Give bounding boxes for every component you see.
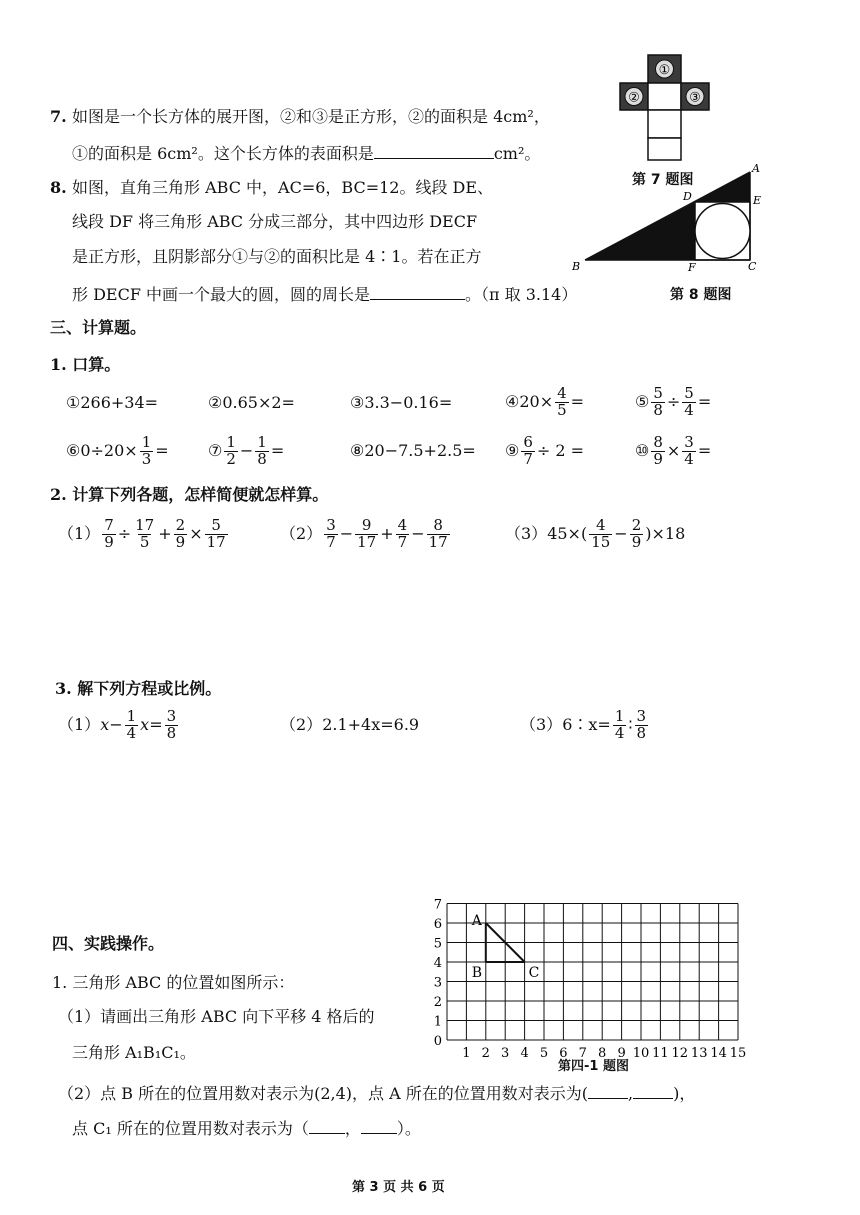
oral-calc-9: ⑨ $\frac{6}{7}$ ÷ 2 = bbox=[505, 433, 585, 468]
x-tick-label: 2 bbox=[481, 1046, 490, 1061]
q8-point-A: A bbox=[752, 162, 760, 175]
y-tick-label: 5 bbox=[433, 936, 442, 952]
grid-caption: 第四-1 题图 bbox=[558, 1059, 629, 1074]
point-c1-x-blank[interactable] bbox=[309, 1117, 345, 1134]
x-tick-label: 6 bbox=[559, 1046, 568, 1061]
q7-net-figure bbox=[610, 52, 720, 164]
q8-line4-text: 形 DECF 中画一个最大的圆，圆的周长是 bbox=[72, 285, 371, 304]
q8-caption: 第 8 题图 bbox=[670, 287, 732, 303]
equation-3: （3）6∶x= $\frac{1}{4}$ ∶ $\frac{3}{8}$ bbox=[520, 707, 647, 742]
grid-point-B: B bbox=[471, 965, 483, 981]
y-tick-label: 2 bbox=[433, 995, 442, 1010]
x-tick-label: 11 bbox=[652, 1046, 669, 1061]
sec4-q1-line2: （1）请画出三角形 ABC 向下平移 4 格后的 bbox=[58, 1007, 375, 1026]
sec4-q1-line5: 点 C₁ 所在的位置用数对表示为（ ， ）。 bbox=[72, 1119, 421, 1138]
sec3-q1-title: 1. 口算。 bbox=[50, 355, 121, 374]
x-tick-label: 12 bbox=[671, 1046, 689, 1061]
q8-triangle-figure bbox=[570, 160, 770, 275]
y-tick-label: 3 bbox=[433, 975, 442, 991]
x-tick-label: 1 bbox=[462, 1046, 471, 1061]
q7-caption: 第 7 题图 bbox=[632, 172, 694, 188]
q7-line2 bbox=[72, 142, 540, 164]
grid-point-A: A bbox=[471, 913, 482, 929]
q8-line4 bbox=[72, 283, 577, 305]
q7-line1: 如图是一个长方体的展开图，②和③是正方形，②的面积是 4cm²， bbox=[72, 107, 550, 126]
net-label-3: ③ bbox=[689, 90, 701, 106]
q7-answer-blank[interactable] bbox=[374, 142, 494, 159]
net-label-1: ① bbox=[658, 63, 671, 78]
x-tick-label: 13 bbox=[690, 1046, 708, 1061]
simplify-1: （1） $\frac{7}{9}$ ÷ $\frac{17}{5}$ + $\frac{2}{9}$ × $\frac{5}{17}$ bbox=[58, 516, 226, 551]
oral-calc-5: ⑤ $\frac{5}{8}$ ÷ $\frac{5}{4}$ = bbox=[635, 384, 712, 419]
q8-point-B: B bbox=[572, 260, 581, 273]
oral-calc-2: ②0.65×2= bbox=[208, 393, 295, 412]
oral-calc-1: ①266+34= bbox=[66, 393, 159, 412]
equation-1: （1）x− $\frac{1}{4}$ x= $\frac{3}{8}$ bbox=[58, 707, 177, 742]
sec4-q1-line3: 三角形 A₁B₁C₁。 bbox=[72, 1043, 196, 1062]
q8-line1: 如图，直角三角形 ABC 中，AC=6，BC=12。线段 DE、 bbox=[72, 178, 494, 197]
q8-line2: 线段 DF 将三角形 ABC 分成三部分，其中四边形 DECF bbox=[72, 212, 478, 231]
sec3-q2-title: 2. 计算下列各题，怎样简便就怎样算。 bbox=[50, 485, 329, 504]
x-tick-label: 3 bbox=[501, 1046, 510, 1061]
q7-line2-text: ①的面积是 6cm²。这个长方体的表面积是 bbox=[72, 144, 374, 163]
x-tick-label: 14 bbox=[710, 1046, 727, 1061]
y-tick-label: 4 bbox=[433, 956, 442, 971]
oral-calc-6: ⑥0÷20× $\frac{1}{3}$ = bbox=[66, 433, 169, 468]
simplify-3: （3）45×( $\frac{4}{15}$ − $\frac{2}{9}$ )×18 bbox=[505, 516, 686, 551]
oral-calc-10: ⑩ $\frac{8}{9}$ × $\frac{3}{4}$ = bbox=[635, 433, 712, 468]
q8-point-F: F bbox=[688, 261, 696, 274]
q8-number: 8. bbox=[50, 178, 67, 197]
x-tick-label: 4 bbox=[520, 1046, 529, 1061]
grid-point-C: C bbox=[528, 965, 540, 981]
equation-2: （2）2.1+4x=6.9 bbox=[280, 715, 420, 734]
point-c1-y-blank[interactable] bbox=[361, 1117, 397, 1134]
q7-unit: cm²。 bbox=[493, 144, 541, 163]
point-a-x-blank[interactable] bbox=[588, 1082, 628, 1099]
oral-calc-8: ⑧20−7.5+2.5= bbox=[350, 441, 476, 460]
q8-point-D: D bbox=[683, 190, 692, 203]
coordinate-grid bbox=[425, 888, 760, 1068]
sec3-title: 三、计算题。 bbox=[50, 318, 147, 337]
x-tick-label: 9 bbox=[617, 1046, 626, 1061]
sec3-q3-title: 3. 解下列方程或比例。 bbox=[55, 679, 222, 698]
q8-line3: 是正方形，且阴影部分①与②的面积比是 4∶1。若在正方 bbox=[72, 247, 482, 266]
y-tick-label: 0 bbox=[433, 1034, 442, 1049]
x-tick-label: 5 bbox=[539, 1046, 549, 1061]
q8-line4-end: 。（π 取 3.14） bbox=[465, 285, 578, 304]
sec4-title: 四、实践操作。 bbox=[52, 934, 165, 953]
net-label-2: ② bbox=[628, 90, 640, 106]
y-tick-label: 1 bbox=[433, 1014, 442, 1030]
q8-point-C: C bbox=[748, 260, 757, 273]
q7-number: 7. bbox=[50, 107, 67, 126]
oral-calc-3: ③3.3−0.16= bbox=[350, 393, 453, 412]
sec4-q1-line4: （2）点 B 所在的位置用数对表示为(2,4)，点 A 所在的位置用数对表示为( , )， bbox=[58, 1084, 696, 1103]
x-tick-label: 8 bbox=[598, 1046, 607, 1061]
q8-answer-blank[interactable] bbox=[370, 283, 465, 300]
point-a-y-blank[interactable] bbox=[633, 1082, 673, 1099]
simplify-2: （2） $\frac{3}{7}$ − $\frac{9}{17}$ + $\frac{4}{7}$ − $\frac{8}{17}$ bbox=[280, 516, 448, 551]
y-tick-label: 6 bbox=[433, 917, 442, 932]
y-tick-label: 7 bbox=[433, 897, 442, 913]
x-tick-label: 7 bbox=[578, 1046, 587, 1061]
q8-point-E: E bbox=[753, 194, 762, 207]
page-footer: 第 3 页 共 6 页 bbox=[352, 1180, 445, 1195]
oral-calc-4: ④20× $\frac{4}{5}$ = bbox=[505, 384, 585, 419]
x-tick-label: 15 bbox=[729, 1046, 747, 1061]
oral-calc-7: ⑦ $\frac{1}{2}$ − $\frac{1}{8}$ = bbox=[208, 433, 285, 468]
x-tick-label: 10 bbox=[632, 1046, 650, 1061]
sec4-q1-line1: 1. 三角形 ABC 的位置如图所示： bbox=[52, 973, 295, 992]
